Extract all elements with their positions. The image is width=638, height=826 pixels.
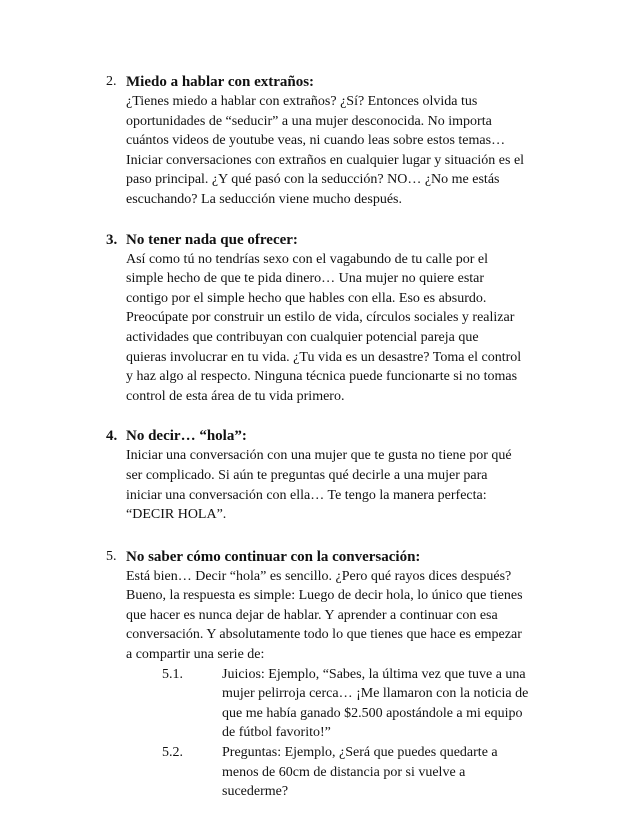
text-line: control de esta área de tu vida primero.	[126, 388, 345, 404]
sublist-number: 5.2.	[162, 745, 183, 761]
list-item-2	[106, 72, 566, 210]
text-line: Está bien… Decir “hola” es sencillo. ¿Pero qué rayos dices después?	[126, 568, 512, 584]
paragraph	[126, 567, 566, 665]
document-content	[106, 72, 566, 802]
text-line: conversación. Y absolutamente todo lo que tienes que hace es empezar	[126, 627, 522, 643]
text-line: “DECIR HOLA”.	[126, 507, 227, 523]
sublist-item-5-1	[126, 665, 566, 743]
section-title: No decir… “hola”:	[126, 428, 247, 445]
list-item-5	[106, 547, 566, 802]
paragraph	[126, 446, 566, 524]
paragraph	[126, 92, 566, 210]
sublist-number: 5.1.	[162, 666, 183, 682]
text-line: a compartir una serie de:	[126, 647, 265, 663]
section-title: No saber cómo continuar con la conversación:	[126, 548, 421, 565]
text-line: Iniciar una conversación con una mujer que te gusta no tiene por qué	[126, 448, 512, 464]
text-line: quieras involucrar en tu vida. ¿Tu vida es un desastre? Toma el control	[126, 349, 522, 365]
text-line: que me había ganado $2.500 apostándole a mi equipo	[222, 705, 523, 721]
text-line: Iniciar conversaciones con extraños en cualquier lugar y situación es el	[126, 152, 525, 168]
section-title: No tener nada que ofrecer:	[126, 231, 298, 248]
text-line: de fútbol favorito!”	[222, 725, 331, 741]
text-line: escuchando? La seducción viene mucho después.	[126, 191, 403, 207]
text-line: sucederme?	[222, 784, 289, 800]
text-line: Bueno, la respuesta es simple: Luego de decir hola, lo único que tienes	[126, 588, 523, 604]
text-line: Así como tú no tendrías sexo con el vagabundo de tu calle por el	[126, 251, 488, 267]
text-line: ser complicado. Si aún te preguntas qué decirle a una mujer para	[126, 467, 488, 483]
list-item-4	[106, 426, 566, 524]
list-item-3	[106, 230, 566, 407]
text-line: contigo por el simple hecho que hables con ella. Eso es absurdo.	[126, 290, 487, 306]
list-number: 3.	[106, 231, 118, 248]
text-line: oportunidades de “seducir” a una mujer desconocida. No importa	[126, 113, 492, 129]
text-line: Juicios: Ejemplo, “Sabes, la última vez que tuve a una	[222, 666, 526, 682]
text-line: ¿Tienes miedo a hablar con extraños? ¿Sí? Entonces olvida tus	[126, 94, 478, 109]
sublist-item-5-2	[126, 743, 566, 802]
text-line: Preocúpate por construir un estilo de vida, círculos sociales y realizar	[126, 310, 515, 326]
paragraph	[126, 250, 566, 407]
text-line: actividades que contribuyan con cualquier potencial pareja que	[126, 329, 479, 345]
section-title: Miedo a hablar con extraños:	[126, 74, 315, 90]
text-line: paso principal. ¿Y qué pasó con la seducción? NO… ¿No me estás	[126, 172, 500, 188]
text-line: que hacer es nunca dejar de hablar. Y aprender a continuar con esa	[126, 607, 498, 623]
text-line: iniciar una conversación con ella… Te tengo la manera perfecta:	[126, 487, 487, 503]
text-line: mujer pelirroja cerca… ¡Me llamaron con la noticia de	[222, 686, 529, 702]
text-line: simple hecho de que te pida dinero… Una mujer no quiere estar	[126, 271, 485, 287]
list-number: 2.	[106, 74, 117, 89]
list-number: 4.	[106, 428, 118, 445]
list-number: 5.	[106, 548, 117, 564]
text-line: cuántos videos de youtube veas, ni cuando leas sobre estos temas…	[126, 133, 506, 149]
text-line: Preguntas: Ejemplo, ¿Será que puedes quedarte a	[222, 745, 498, 761]
sublist-text	[222, 743, 560, 802]
text-line: y haz algo al respecto. Ninguna técnica puede funcionarte si no tomas	[126, 369, 518, 385]
sublist-text	[222, 665, 560, 743]
text-line: menos de 60cm de distancia por si vuelve a	[222, 764, 466, 780]
